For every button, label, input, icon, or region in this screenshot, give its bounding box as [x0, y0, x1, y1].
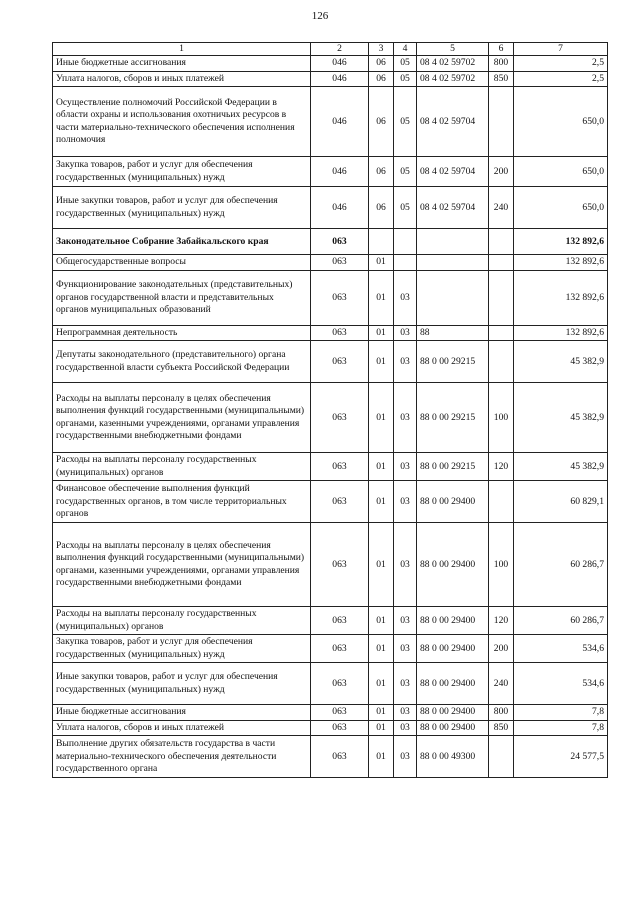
cell-vr — [489, 325, 514, 340]
cell-ved: 063 — [311, 255, 369, 270]
cell-ved: 063 — [311, 325, 369, 340]
header-col-4: 4 — [394, 43, 417, 56]
cell-sum: 24 577,5 — [514, 736, 608, 778]
cell-rz: 01 — [369, 635, 394, 663]
table-row — [53, 720, 608, 735]
cell-name: Расходы на выплаты персоналу в целях обеспечения выполнения функций государственными (муниципальными) органами, казенными учреждениями, органами управления государственными внебюджетными фондами — [53, 383, 311, 453]
cell-sum: 45 382,9 — [514, 341, 608, 383]
header-col-3: 3 — [369, 43, 394, 56]
cell-pr: 05 — [394, 56, 417, 71]
table-row — [53, 56, 608, 71]
cell-rz: 01 — [369, 663, 394, 705]
cell-vr — [489, 229, 514, 255]
cell-rz: 06 — [369, 87, 394, 157]
cell-ved: 046 — [311, 87, 369, 157]
table-row — [53, 270, 608, 325]
cell-vr: 240 — [489, 663, 514, 705]
cell-vr — [489, 736, 514, 778]
cell-sum: 534,6 — [514, 663, 608, 705]
cell-sum: 60 286,7 — [514, 523, 608, 607]
cell-pr: 03 — [394, 635, 417, 663]
cell-pr: 03 — [394, 663, 417, 705]
cell-rz: 01 — [369, 481, 394, 523]
cell-pr: 03 — [394, 736, 417, 778]
cell-ved: 063 — [311, 607, 369, 635]
budget-table — [52, 42, 608, 778]
cell-sum: 132 892,6 — [514, 270, 608, 325]
cell-name: Осуществление полномочий Российской Федерации в области охраны и использования охотничьих ресурсов в части материально-технического обеспечения исполнения полномочия — [53, 87, 311, 157]
cell-csr: 88 0 00 49300 — [417, 736, 489, 778]
cell-csr: 88 0 00 29400 — [417, 705, 489, 720]
table-row — [53, 71, 608, 86]
cell-vr — [489, 270, 514, 325]
cell-sum: 7,8 — [514, 720, 608, 735]
cell-ved: 063 — [311, 523, 369, 607]
cell-sum: 650,0 — [514, 157, 608, 187]
cell-ved: 063 — [311, 635, 369, 663]
cell-ved: 063 — [311, 481, 369, 523]
cell-vr — [489, 87, 514, 157]
cell-rz: 01 — [369, 341, 394, 383]
cell-vr: 240 — [489, 187, 514, 229]
header-col-2: 2 — [311, 43, 369, 56]
cell-vr: 120 — [489, 453, 514, 481]
cell-vr: 850 — [489, 720, 514, 735]
cell-csr: 88 0 00 29215 — [417, 453, 489, 481]
cell-pr: 03 — [394, 341, 417, 383]
cell-name: Закупка товаров, работ и услуг для обеспечения государственных (муниципальных) нужд — [53, 157, 311, 187]
table-row — [53, 607, 608, 635]
cell-csr: 88 0 00 29400 — [417, 607, 489, 635]
cell-csr — [417, 229, 489, 255]
cell-pr — [394, 229, 417, 255]
table-row — [53, 705, 608, 720]
cell-sum: 2,5 — [514, 71, 608, 86]
cell-pr: 05 — [394, 157, 417, 187]
cell-name: Иные закупки товаров, работ и услуг для обеспечения государственных (муниципальных) нужд — [53, 663, 311, 705]
cell-name: Расходы на выплаты персоналу государственных (муниципальных) органов — [53, 607, 311, 635]
cell-vr: 120 — [489, 607, 514, 635]
cell-csr: 88 0 00 29400 — [417, 523, 489, 607]
table-row — [53, 523, 608, 607]
cell-rz: 06 — [369, 187, 394, 229]
cell-ved: 063 — [311, 720, 369, 735]
cell-ved: 063 — [311, 341, 369, 383]
cell-name: Уплата налогов, сборов и иных платежей — [53, 720, 311, 735]
cell-rz: 06 — [369, 71, 394, 86]
cell-rz: 01 — [369, 383, 394, 453]
cell-sum: 2,5 — [514, 56, 608, 71]
cell-ved: 046 — [311, 56, 369, 71]
cell-csr: 08 4 02 59702 — [417, 71, 489, 86]
cell-ved: 063 — [311, 383, 369, 453]
table-body — [53, 56, 608, 778]
cell-vr: 200 — [489, 157, 514, 187]
cell-ved: 063 — [311, 705, 369, 720]
cell-name: Общегосударственные вопросы — [53, 255, 311, 270]
cell-sum: 45 382,9 — [514, 453, 608, 481]
cell-name: Законодательное Собрание Забайкальского края — [53, 229, 311, 255]
cell-vr: 200 — [489, 635, 514, 663]
cell-rz: 01 — [369, 255, 394, 270]
cell-sum: 132 892,6 — [514, 255, 608, 270]
cell-pr: 03 — [394, 607, 417, 635]
cell-vr: 100 — [489, 523, 514, 607]
cell-rz: 01 — [369, 736, 394, 778]
cell-vr: 800 — [489, 56, 514, 71]
cell-csr: 88 0 00 29400 — [417, 481, 489, 523]
table-row — [53, 255, 608, 270]
cell-name: Расходы на выплаты персоналу в целях обеспечения выполнения функций государственными (муниципальными) органами, казенными учреждениями, органами управления государственными внебюджетными фондами — [53, 523, 311, 607]
cell-sum: 45 382,9 — [514, 383, 608, 453]
cell-sum: 650,0 — [514, 187, 608, 229]
header-col-6: 6 — [489, 43, 514, 56]
cell-ved: 063 — [311, 663, 369, 705]
cell-sum: 132 892,6 — [514, 229, 608, 255]
cell-vr — [489, 255, 514, 270]
cell-rz: 01 — [369, 720, 394, 735]
table-row — [53, 481, 608, 523]
cell-pr — [394, 255, 417, 270]
cell-rz — [369, 229, 394, 255]
cell-pr: 05 — [394, 87, 417, 157]
cell-vr: 100 — [489, 383, 514, 453]
table-header-row — [53, 43, 608, 56]
cell-csr: 88 0 00 29400 — [417, 720, 489, 735]
cell-rz: 06 — [369, 157, 394, 187]
cell-sum: 7,8 — [514, 705, 608, 720]
cell-pr: 05 — [394, 71, 417, 86]
cell-pr: 03 — [394, 523, 417, 607]
cell-name: Непрограммная деятельность — [53, 325, 311, 340]
cell-name: Иные закупки товаров, работ и услуг для обеспечения государственных (муниципальных) нужд — [53, 187, 311, 229]
table-row — [53, 453, 608, 481]
cell-sum: 132 892,6 — [514, 325, 608, 340]
cell-pr: 03 — [394, 325, 417, 340]
cell-sum: 534,6 — [514, 635, 608, 663]
cell-vr: 800 — [489, 705, 514, 720]
header-col-7: 7 — [514, 43, 608, 56]
cell-name: Расходы на выплаты персоналу государственных (муниципальных) органов — [53, 453, 311, 481]
cell-name: Финансовое обеспечение выполнения функций государственных органов, в том числе территориальных органов — [53, 481, 311, 523]
cell-vr: 850 — [489, 71, 514, 86]
cell-ved: 046 — [311, 71, 369, 86]
cell-pr: 03 — [394, 705, 417, 720]
cell-ved: 063 — [311, 229, 369, 255]
cell-pr: 03 — [394, 481, 417, 523]
cell-csr: 08 4 02 59704 — [417, 87, 489, 157]
cell-csr: 88 0 00 29215 — [417, 383, 489, 453]
page-number: 126 — [311, 10, 329, 22]
cell-vr — [489, 341, 514, 383]
cell-name: Функционирование законодательных (представительных) органов государственной власти и представительных органов муниципальных образований — [53, 270, 311, 325]
header-col-5: 5 — [417, 43, 489, 56]
cell-name: Иные бюджетные ассигнования — [53, 705, 311, 720]
table-row — [53, 229, 608, 255]
cell-pr: 03 — [394, 720, 417, 735]
cell-ved: 046 — [311, 187, 369, 229]
table-row — [53, 87, 608, 157]
cell-csr: 88 0 00 29215 — [417, 341, 489, 383]
cell-name: Выполнение других обязательств государства в части материально-технического обеспечения деятельности государственного органа — [53, 736, 311, 778]
cell-sum: 60 829,1 — [514, 481, 608, 523]
header-col-1: 1 — [53, 43, 311, 56]
table-row — [53, 325, 608, 340]
cell-vr — [489, 481, 514, 523]
table-row — [53, 187, 608, 229]
cell-sum: 60 286,7 — [514, 607, 608, 635]
cell-csr: 08 4 02 59702 — [417, 56, 489, 71]
table-row — [53, 663, 608, 705]
cell-rz: 01 — [369, 325, 394, 340]
table-row — [53, 157, 608, 187]
cell-ved: 063 — [311, 736, 369, 778]
cell-rz: 01 — [369, 607, 394, 635]
cell-pr: 03 — [394, 453, 417, 481]
cell-sum: 650,0 — [514, 87, 608, 157]
cell-rz: 01 — [369, 453, 394, 481]
cell-csr — [417, 255, 489, 270]
cell-name: Уплата налогов, сборов и иных платежей — [53, 71, 311, 86]
table-row — [53, 383, 608, 453]
cell-pr: 03 — [394, 383, 417, 453]
cell-csr: 08 4 02 59704 — [417, 187, 489, 229]
cell-ved: 046 — [311, 157, 369, 187]
table-row — [53, 635, 608, 663]
cell-name: Иные бюджетные ассигнования — [53, 56, 311, 71]
cell-name: Депутаты законодательного (представительного) органа государственной власти субъекта Российской Федерации — [53, 341, 311, 383]
cell-csr: 88 — [417, 325, 489, 340]
table-row — [53, 341, 608, 383]
cell-csr: 88 0 00 29400 — [417, 663, 489, 705]
cell-rz: 06 — [369, 56, 394, 71]
cell-rz: 01 — [369, 705, 394, 720]
cell-name: Закупка товаров, работ и услуг для обеспечения государственных (муниципальных) нужд — [53, 635, 311, 663]
cell-csr — [417, 270, 489, 325]
cell-rz: 01 — [369, 523, 394, 607]
cell-ved: 063 — [311, 453, 369, 481]
cell-rz: 01 — [369, 270, 394, 325]
cell-pr: 03 — [394, 270, 417, 325]
cell-csr: 08 4 02 59704 — [417, 157, 489, 187]
cell-csr: 88 0 00 29400 — [417, 635, 489, 663]
cell-pr: 05 — [394, 187, 417, 229]
table-row — [53, 736, 608, 778]
cell-ved: 063 — [311, 270, 369, 325]
